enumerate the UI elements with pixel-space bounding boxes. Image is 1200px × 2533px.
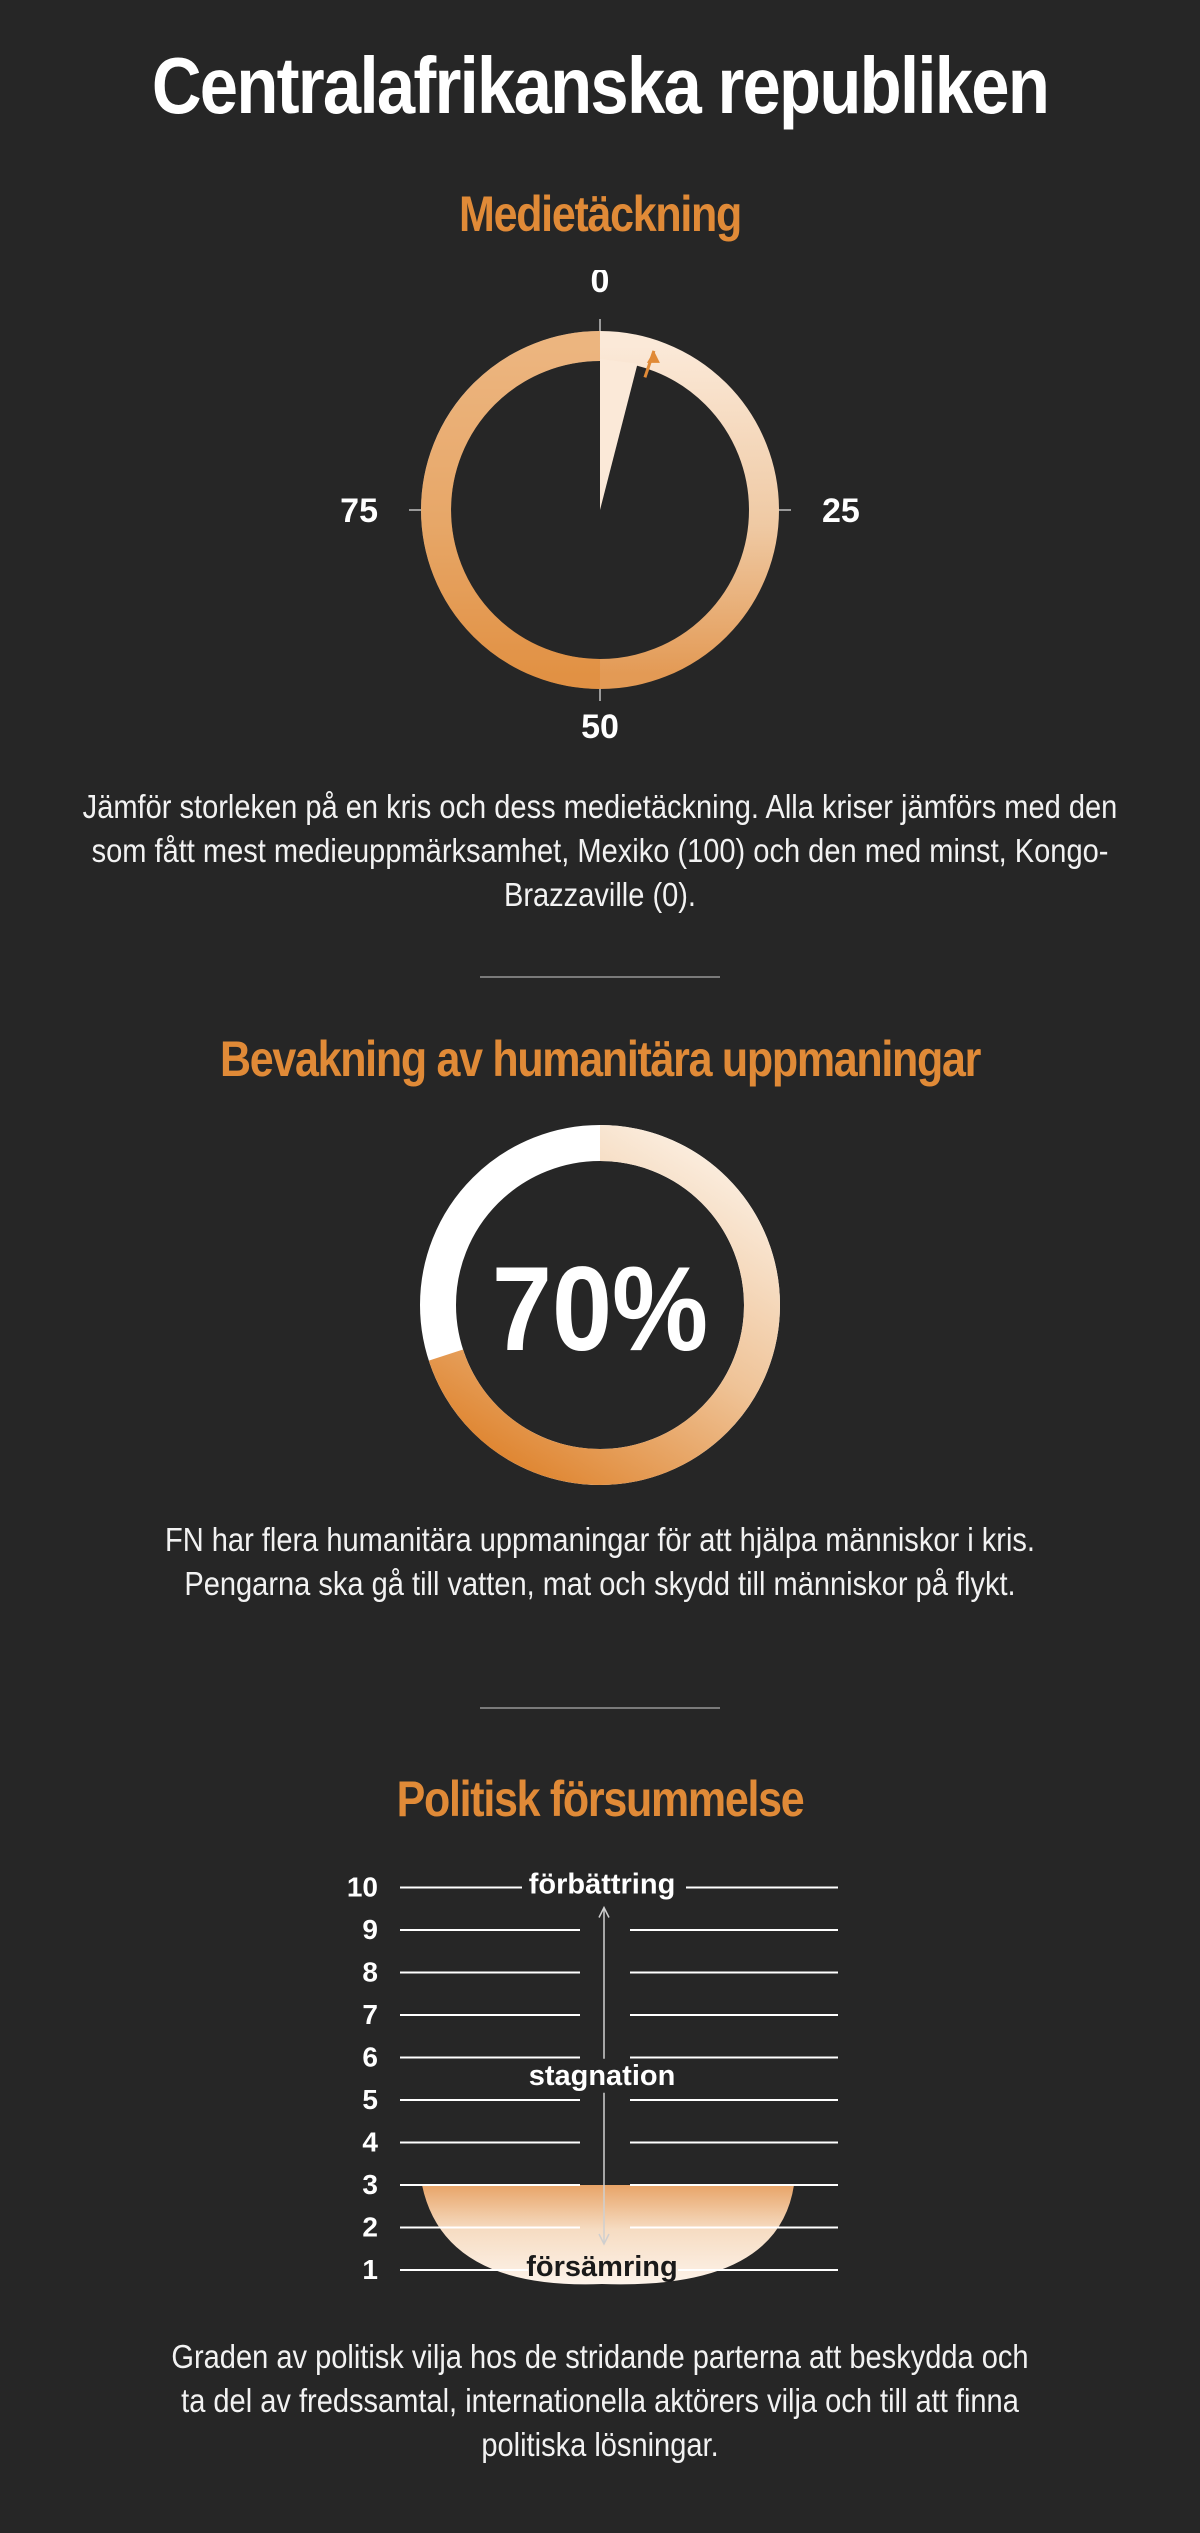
scale-tick-label: 8 [362,1956,378,1988]
gauge-tick-label: 0 [590,270,610,300]
scale-tick-label: 3 [362,2169,378,2200]
scale-tick-label: 7 [362,1999,378,2030]
political-neglect-description-line: Graden av politisk vilja hos de stridande parterna att beskydda och [171,2338,1029,2375]
appeals-donut [0,1120,1200,1500]
gauge-tick-label: 75 [340,492,378,530]
scale-tick-label: 9 [362,1914,378,1945]
media-coverage-gauge [0,270,1200,760]
media-coverage-title: Medietäckning [459,186,741,242]
scale-tick-label: 5 [362,2084,378,2115]
political-neglect-description [72,2335,1128,2467]
gauge-tick-label: 50 [581,708,619,746]
scale-label-top: förbättring [528,1868,676,1901]
page-title: Centralafrikanska republiken [151,41,1049,130]
appeals-description [72,1518,1128,1606]
divider-2 [480,1707,720,1709]
gauge-needle [600,359,638,510]
gauge-ring-shade [436,346,600,674]
political-neglect-scale [0,1860,1200,2300]
scale-tick-label: 6 [362,2041,378,2073]
appeals-description-line: FN har flera humanitära uppmaningar för att hjälpa människor i kris. [165,1521,1035,1558]
appeals-title: Bevakning av humanitära uppmaningar [219,1031,981,1087]
gauge-tick-label: 25 [822,492,860,530]
political-neglect-description-line: politiska lösningar. [481,2426,719,2463]
scale-label-bottom: försämring [526,2251,678,2283]
scale-tick-label: 4 [362,2126,378,2158]
media-coverage-description: Jämför storleken på en kris och dess medietäckning. Alla kriser jämförs med den som fått mest medieuppmärksamhet, Mexiko (100) och den med minst, Kongo-Brazzaville (0). [82,788,1118,913]
divider-1 [480,976,720,978]
appeals-description-line: Pengarna ska gå till vatten, mat och skydd till människor på flykt. [184,1565,1016,1602]
scale-tick-label: 1 [362,2254,378,2285]
political-neglect-description-line: ta del av fredssamtal, internationella aktörers vilja och till att finna [181,2382,1019,2419]
political-neglect-title: Politisk försummelse [396,1771,804,1827]
scale-tick-label: 10 [346,1871,378,1903]
scale-label-mid: stagnation [528,2059,676,2092]
scale-tick-label: 2 [362,2211,378,2243]
appeals-percent-label: 70% [491,1242,709,1377]
